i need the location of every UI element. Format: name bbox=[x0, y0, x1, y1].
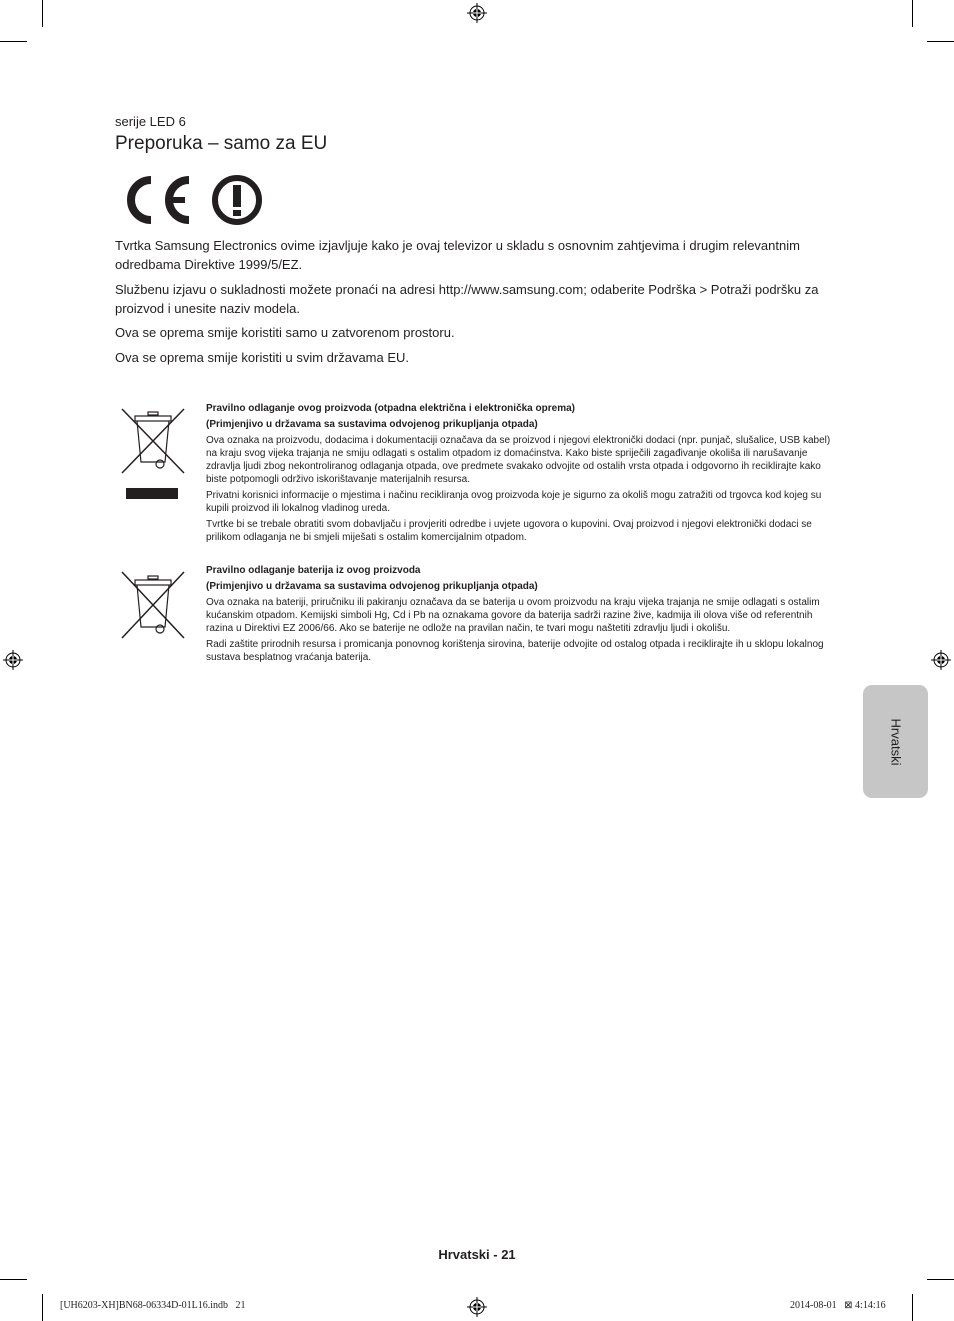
crop-mark bbox=[0, 41, 27, 42]
declaration-paragraph: Službenu izjavu o sukladnosti možete pronaći na adresi http://www.samsung.com; odaberite Podrška > Potraži podršku za proizvod i unesite naziv modela. bbox=[115, 282, 819, 316]
indoor-use-paragraph: Ova se oprema smije koristiti samo u zatvorenom prostoru. bbox=[115, 325, 455, 340]
battery-section bbox=[206, 564, 836, 667]
print-file-info: [UH6203-XH]BN68-06334D-01L16.indb 21 bbox=[60, 1300, 246, 1311]
registration-mark-icon bbox=[3, 650, 23, 670]
crop-mark bbox=[42, 1294, 43, 1321]
crop-mark bbox=[927, 41, 954, 42]
alert-symbol-icon bbox=[210, 174, 264, 228]
language-side-tab bbox=[863, 685, 928, 798]
crop-mark bbox=[912, 1294, 913, 1321]
crop-mark bbox=[912, 0, 913, 27]
conformity-paragraph: Tvrtka Samsung Electronics ovime izjavljuje kako je ovaj televizor u skladu s osnovnim zahtjevima i drugim relevantnim odredbama Direktive 1999/5/EZ. bbox=[115, 238, 800, 272]
side-tab-label: Hrvatski bbox=[888, 718, 903, 765]
crop-mark bbox=[42, 0, 43, 27]
battery-body-2: Radi zaštite prirodnih resursa i promicanja ponovnog korištenja sirovina, baterije odvojite od ostalog otpada i reciklirajte ih u sklopu lokalnog sustava besplatnog vraćanja baterija. bbox=[206, 639, 824, 663]
eu-use-paragraph: Ova se oprema smije koristiti u svim državama EU. bbox=[115, 350, 410, 365]
crossed-wheelie-bin-icon bbox=[119, 406, 187, 500]
crop-mark bbox=[0, 1279, 27, 1280]
weee-heading: Pravilno odlaganje ovog proizvoda (otpadna električna i elektronička oprema) bbox=[206, 403, 575, 414]
battery-body-1: Ova oznaka na bateriji, priručniku ili pakiranju označava da se baterija u ovom proizvodu na kraju vijeka trajanja ne smije odlagati s ostalim kućanskim otpadom. Kemijski simboli Hg, Cd i Pb na oznakama govore da baterija sadrži razine žive, kadmija ili olova više od referentnih razina u Direktivi EZ 2006/66. Ako se baterije ne odlože na pravilan način, te tvari mogu naštetiti zdravlju ljudi i okolišu. bbox=[206, 597, 820, 634]
registration-mark-icon bbox=[467, 3, 487, 23]
series-label: serije LED 6 bbox=[115, 114, 186, 129]
print-date-info: 2014-08-01 ⊠ 4:14:16 bbox=[790, 1300, 886, 1311]
page-number-label: Hrvatski - 21 bbox=[438, 1247, 516, 1262]
page-number bbox=[0, 1247, 954, 1262]
crossed-battery-bin-icon bbox=[119, 571, 187, 641]
page-title: Preporuka – samo za EU bbox=[115, 133, 328, 154]
weee-body-3: Tvrtke bi se trebale obratiti svom dobavljaču i provjeriti odredbe i uvjete ugovora o kupovini. Ovaj proizvod i njegovi elektronički dodaci se prilikom odlaganja ne bi smjeli miješati s ostalim komercijalnim otpadom. bbox=[206, 519, 812, 543]
crop-mark bbox=[927, 1279, 954, 1280]
weee-subheading: (Primjenjivo u državama sa sustavima odvojenog prikupljanja otpada) bbox=[206, 419, 538, 430]
weee-body-2: Privatni korisnici informacije o mjestima i načinu recikliranja ovog proizvoda koje je sigurno za okoliš mogu zatražiti od trgovca kod kojeg su kupili proizvod ili lokalnog vladinog ureda. bbox=[206, 490, 822, 514]
registration-mark-icon bbox=[467, 1297, 487, 1317]
weee-section bbox=[206, 402, 836, 547]
battery-subheading: (Primjenjivo u državama sa sustavima odvojenog prikupljanja otpada) bbox=[206, 581, 538, 592]
weee-body-1: Ova oznaka na proizvodu, dodacima i dokumentaciji označava da se proizvod i njegovi elektronički dodaci (npr. punjač, slušalice, USB kabel) na kraju svog vijeka trajanja ne smiju odlagati s ostalim otpadom iz domaćinstva. Kako biste spriječili zagađivanje okoliša ili narušavanje zdravlja ljudi zbog nekontroliranog odlaganja otpada, ove predmete svakako odvojite od ostalih vrsta otpada i odgovorno ih reciklirajte kako biste potpomogli održivo iskorištavanje materijalnih resursa. bbox=[206, 435, 831, 485]
battery-heading: Pravilno odlaganje baterija iz ovog proizvoda bbox=[206, 565, 421, 576]
registration-mark-icon bbox=[931, 650, 951, 670]
